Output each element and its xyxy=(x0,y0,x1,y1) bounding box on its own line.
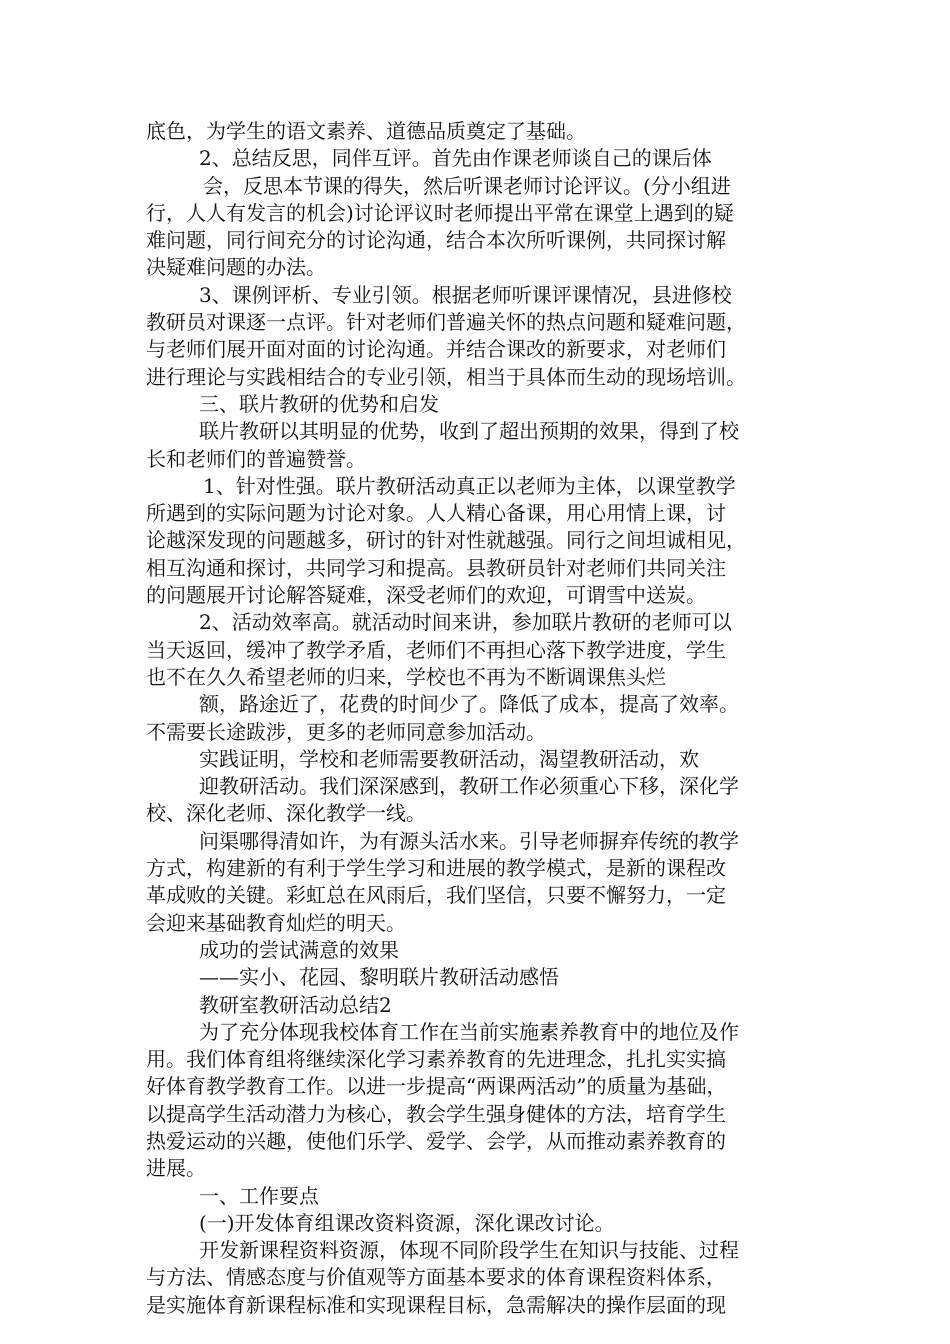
text-line: 长和老师们的普遍赞誉。 xyxy=(146,446,366,471)
text-line: 教研员对课逐一点评。针对老师们普遍关怀的热点问题和疑难问题， xyxy=(146,310,746,335)
text-line: 与老师们展开面对面的讨论沟通。并结合课改的新要求，对老师们 xyxy=(146,337,726,362)
text-line: 1、针对性强。联片教研活动真正以老师为主体，以课堂教学 xyxy=(203,473,736,498)
text-line: 实践证明，学校和老师需要教研活动，渴望教研活动，欢 xyxy=(199,746,699,771)
text-line: 热爱运动的兴趣，使他们乐学、爱学、会学，从而推动素养教育的 xyxy=(146,1128,726,1153)
section-title: 教研室教研活动总结2 xyxy=(199,992,392,1017)
text-line: 2、总结反思，同伴互评。首先由作课老师谈自己的课后体 xyxy=(199,146,712,171)
text-line: 用。我们体育组将继续深化学习素养教育的先进理念，扎扎实实搞 xyxy=(146,1047,726,1072)
text-line: 相互沟通和探讨，共同学习和提高。县教研员针对老师们共同关注 xyxy=(146,555,726,580)
section-heading: 三、联片教研的优势和启发 xyxy=(199,391,439,416)
text-line: 迎教研活动。我们深深感到，教研工作必须重心下移，深化学 xyxy=(199,774,739,799)
text-line: 也不在久久希望老师的归来，学校也不再为不断调课焦头烂 xyxy=(146,664,666,689)
text-line: 革成败的关键。彩虹总在风雨后，我们坚信，只要不懈努力，一定 xyxy=(146,883,726,908)
subsection-heading: (一)开发体育组课改资料资源，深化课改讨论。 xyxy=(199,1210,615,1235)
text-line: 的问题展开讨论解答疑难，深受老师们的欢迎，可谓雪中送炭。 xyxy=(146,583,706,608)
text-line: 决疑难问题的办法。 xyxy=(146,255,326,280)
article-subtitle: ——实小、花园、黎明联片教研活动感悟 xyxy=(199,965,559,990)
text-line: 校、深化老师、深化教学一线。 xyxy=(146,801,426,826)
text-line: 问渠哪得清如许，为有源头活水来。引导老师摒弃传统的教学 xyxy=(199,828,739,853)
text-line: 所遇到的实际问题为讨论对象。人人精心备课，用心用情上课，讨 xyxy=(146,501,726,526)
text-line: 与方法、情感态度与价值观等方面基本要求的体育课程资料体系， xyxy=(146,1265,726,1290)
text-line: 行，人人有发言的机会)讨论评议时老师提出平常在课堂上遇到的疑 xyxy=(146,200,734,225)
text-line: 开发新课程资料资源，体现不同阶段学生在知识与技能、过程 xyxy=(199,1238,739,1263)
text-line: 底色，为学生的语文素养、道德品质奠定了基础。 xyxy=(146,119,586,143)
text-line: 联片教研以其明显的优势，收到了超出预期的效果，得到了校 xyxy=(199,419,739,444)
document-body xyxy=(146,118,806,1319)
section-heading: 一、工作要点 xyxy=(199,1183,319,1208)
text-line: 是实施体育新课程标准和实现课程目标，急需解决的操作层面的现 xyxy=(146,1292,726,1317)
text-line: 难问题，同行间充分的讨论沟通，结合本次所听课例，共同探讨解 xyxy=(146,228,726,253)
text-line: 会，反思本节课的得失，然后听课老师讨论评议。(分小组进 xyxy=(203,173,731,198)
text-line: 论越深发现的问题越多，研讨的针对性就越强。同行之间坦诚相见， xyxy=(146,528,746,553)
text-line: 额，路途近了，花费的时间少了。降低了成本，提高了效率。 xyxy=(199,692,739,717)
text-line: 2、活动效率高。就活动时间来讲，参加联片教研的老师可以 xyxy=(199,610,732,635)
article-title: 成功的尝试满意的效果 xyxy=(199,937,399,962)
text-line: 好体育教学教育工作。以进一步提高“两课两活动”的质量为基础， xyxy=(146,1074,727,1099)
text-line: 不需要长途跋涉，更多的老师同意参加活动。 xyxy=(146,719,546,744)
text-line: 3、课例评析、专业引领。根据老师听课评课情况，县进修校 xyxy=(199,282,732,307)
text-line: 会迎来基础教育灿烂的明天。 xyxy=(146,910,406,935)
text-line: 当天返回，缓冲了教学矛盾，老师们不再担心落下教学进度，学生 xyxy=(146,637,726,662)
text-line: 进展。 xyxy=(146,1156,206,1181)
text-line: 进行理论与实践相结合的专业引领，相当于具体而生动的现场培训。 xyxy=(146,364,746,389)
text-line: 为了充分体现我校体育工作在当前实施素养教育中的地位及作 xyxy=(199,1019,739,1044)
text-line: 以提高学生活动潜力为核心，教会学生强身健体的方法，培育学生 xyxy=(146,1101,726,1126)
text-line: 方式，构建新的有利于学生学习和进展的教学模式，是新的课程改 xyxy=(146,856,726,881)
